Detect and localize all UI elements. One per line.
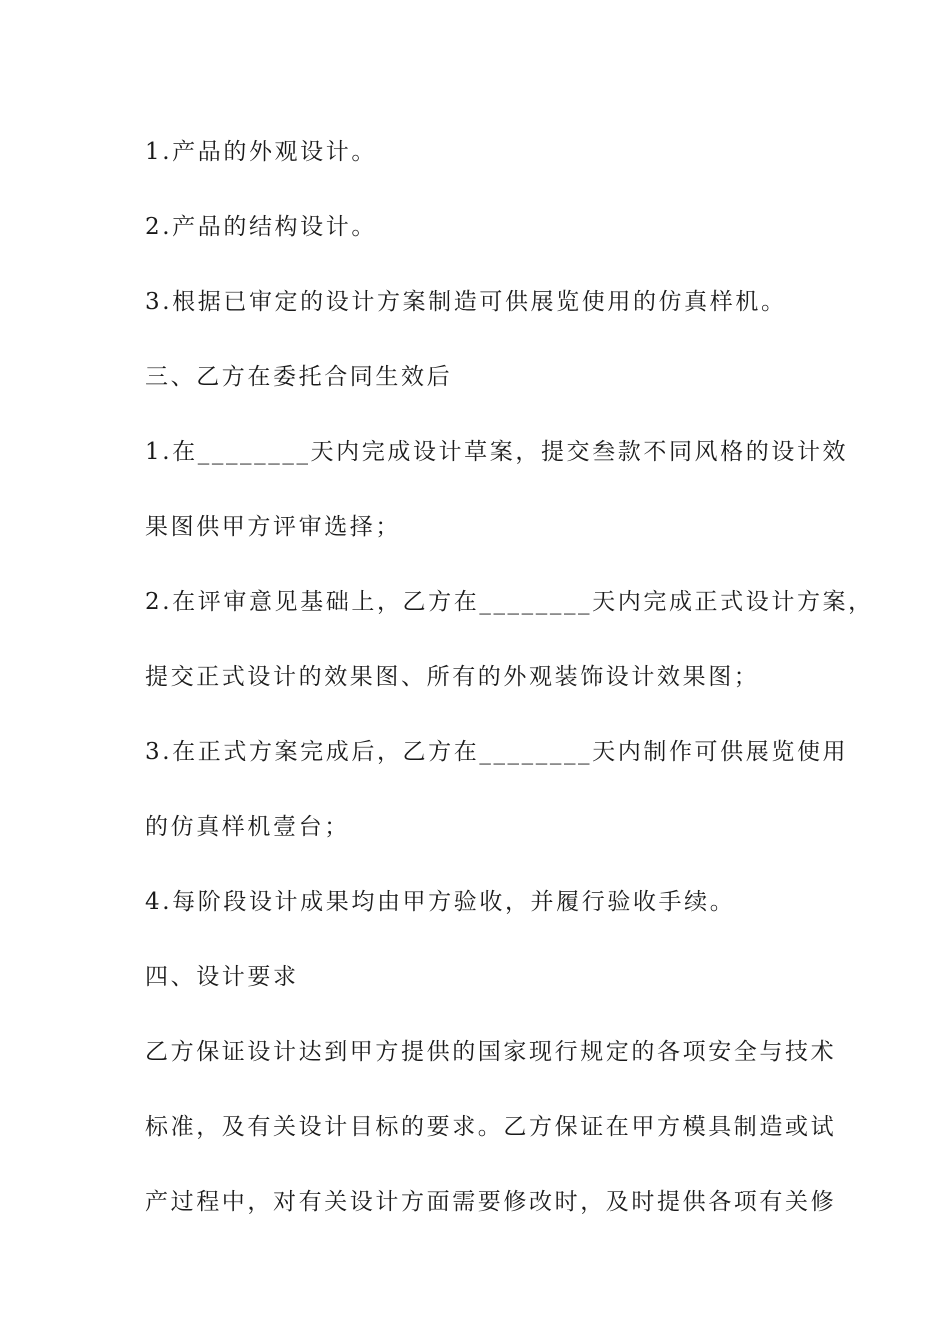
clause-item-3: 3.根据已审定的设计方案制造可供展览使用的仿真样机。: [145, 289, 787, 315]
section-heading-4: 四、设计要求: [145, 964, 299, 990]
paragraph-line: 乙方保证设计达到甲方提供的国家现行规定的各项安全与技术: [145, 1039, 837, 1065]
paragraph-line: 1.在________天内完成设计草案，提交叁款不同风格的设计效: [145, 439, 849, 465]
paragraph-line: 2.在评审意见基础上，乙方在________天内完成正式设计方案，: [145, 589, 874, 615]
paragraph-line: 的仿真样机壹台；: [145, 814, 350, 840]
section-heading-3: 三、乙方在委托合同生效后: [145, 364, 453, 390]
paragraph-line: 3.在正式方案完成后，乙方在________天内制作可供展览使用: [145, 739, 849, 765]
paragraph-line: 提交正式设计的效果图、所有的外观装饰设计效果图；: [145, 664, 760, 690]
clause-item-2: 2.产品的结构设计。: [145, 214, 377, 240]
paragraph-line: 标准，及有关设计目标的要求。乙方保证在甲方模具制造或试: [145, 1114, 837, 1140]
paragraph-line: 果图供甲方评审选择；: [145, 514, 401, 540]
paragraph-line: 产过程中，对有关设计方面需要修改时，及时提供各项有关修: [145, 1189, 837, 1215]
clause-item-1: 1.产品的外观设计。: [145, 139, 377, 165]
paragraph-line: 4.每阶段设计成果均由甲方验收，并履行验收手续。: [145, 889, 736, 915]
